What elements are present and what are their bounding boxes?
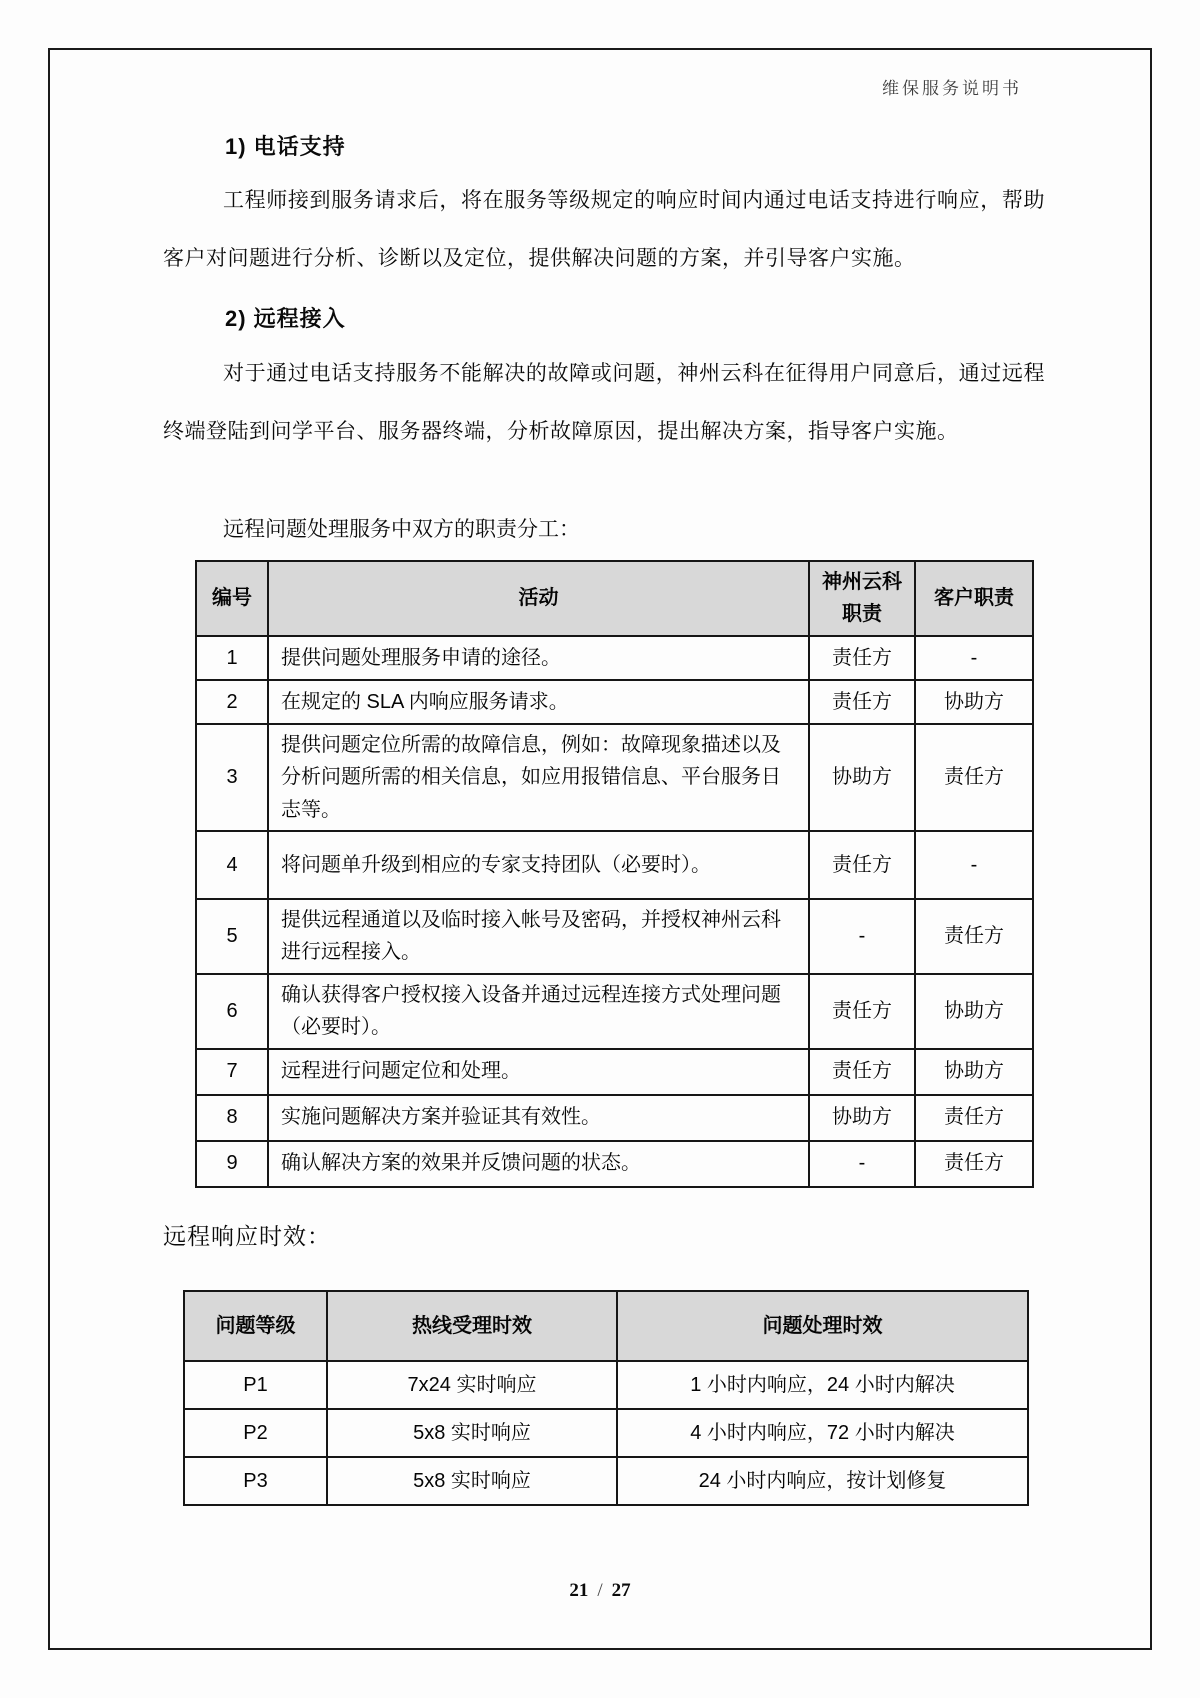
sla-cell-hotline: 5x8 实时响应 [327, 1457, 617, 1505]
table-row [184, 1361, 1028, 1409]
duties-cell-no: 5 [196, 899, 268, 974]
table-row [196, 680, 1033, 724]
duties-cell-activity: 远程进行问题定位和处理。 [268, 1049, 809, 1095]
duties-cell-vendor: 协助方 [809, 1095, 915, 1141]
sla-table-body [184, 1361, 1028, 1505]
duties-cell-no: 7 [196, 1049, 268, 1095]
sla-header-hotline: 热线受理时效 [327, 1291, 617, 1361]
duties-cell-customer: 协助方 [915, 1049, 1033, 1095]
table-row [196, 899, 1033, 974]
table-row [196, 1141, 1033, 1187]
duties-cell-vendor: 责任方 [809, 1049, 915, 1095]
duties-cell-activity: 确认解决方案的效果并反馈问题的状态。 [268, 1141, 809, 1187]
duties-cell-no: 4 [196, 831, 268, 899]
duties-cell-vendor: 协助方 [809, 724, 915, 831]
duties-cell-customer: 责任方 [915, 1141, 1033, 1187]
duties-cell-activity: 在规定的 SLA 内响应服务请求。 [268, 680, 809, 724]
duties-cell-customer: 责任方 [915, 1095, 1033, 1141]
duties-cell-activity: 确认获得客户授权接入设备并通过远程连接方式处理问题（必要时）。 [268, 974, 809, 1049]
duties-header-no: 编号 [196, 561, 268, 636]
sla-cell-handling: 4 小时内响应，72 小时内解决 [617, 1409, 1028, 1457]
duties-cell-customer: 责任方 [915, 899, 1033, 974]
sla-cell-handling: 24 小时内响应，按计划修复 [617, 1457, 1028, 1505]
page-number-separator: / [597, 1580, 603, 1601]
duties-cell-activity: 提供问题定位所需的故障信息，例如：故障现象描述以及分析问题所需的相关信息，如应用报错信息、平台服务日志等。 [268, 724, 809, 831]
duties-header-activity: 活动 [268, 561, 809, 636]
table-row [184, 1457, 1028, 1505]
sla-table-header-row [184, 1291, 1028, 1361]
sla-header-handling: 问题处理时效 [617, 1291, 1028, 1361]
duties-cell-no: 6 [196, 974, 268, 1049]
sla-cell-hotline: 5x8 实时响应 [327, 1409, 617, 1457]
duties-cell-activity: 提供问题处理服务申请的途径。 [268, 636, 809, 680]
duties-cell-vendor: - [809, 1141, 915, 1187]
sla-cell-level: P1 [184, 1361, 327, 1409]
duties-cell-customer: 协助方 [915, 974, 1033, 1049]
duties-cell-no: 1 [196, 636, 268, 680]
duties-cell-customer: 协助方 [915, 680, 1033, 724]
table-row [196, 636, 1033, 680]
duties-cell-activity: 提供远程通道以及临时接入帐号及密码，并授权神州云科进行远程接入。 [268, 899, 809, 974]
duties-cell-customer: 责任方 [915, 724, 1033, 831]
duties-cell-no: 8 [196, 1095, 268, 1141]
sla-cell-level: P3 [184, 1457, 327, 1505]
duties-cell-no: 3 [196, 724, 268, 831]
table-row [196, 974, 1033, 1049]
paragraph-remote-access: 对于通过电话支持服务不能解决的故障或问题，神州云科在征得用户同意后，通过远程终端登陆到问学平台、服务器终端，分析故障原因，提出解决方案，指导客户实施。 [163, 362, 1045, 443]
duties-table [195, 560, 1034, 1188]
duties-cell-no: 9 [196, 1141, 268, 1187]
sla-cell-level: P2 [184, 1409, 327, 1457]
document-header-title: 维保服务说明书 [882, 79, 1022, 98]
duties-cell-activity: 实施问题解决方案并验证其有效性。 [268, 1095, 809, 1141]
duties-table-intro: 远程问题处理服务中双方的职责分工： [223, 518, 580, 541]
table-row [196, 1095, 1033, 1141]
duties-cell-vendor: 责任方 [809, 680, 915, 724]
duties-cell-customer: - [915, 636, 1033, 680]
duties-header-vendor: 神州云科职责 [809, 561, 915, 636]
duties-cell-vendor: 责任方 [809, 831, 915, 899]
duties-cell-activity: 将问题单升级到相应的专家支持团队（必要时）。 [268, 831, 809, 899]
table-row [196, 831, 1033, 899]
total-page-number: 27 [611, 1580, 631, 1601]
sla-header-level: 问题等级 [184, 1291, 327, 1361]
table-row [184, 1409, 1028, 1457]
current-page-number: 21 [569, 1580, 589, 1601]
duties-header-customer: 客户职责 [915, 561, 1033, 636]
sla-table [183, 1290, 1029, 1506]
duties-cell-vendor: 责任方 [809, 974, 915, 1049]
paragraph-phone-support: 工程师接到服务请求后，将在服务等级规定的响应时间内通过电话支持进行响应，帮助客户对问题进行分析、诊断以及定位，提供解决问题的方案，并引导客户实施。 [163, 189, 1045, 270]
table-row [196, 724, 1033, 831]
duties-cell-customer: - [915, 831, 1033, 899]
duties-cell-no: 2 [196, 680, 268, 724]
sla-section-heading: 远程响应时效： [163, 1223, 331, 1249]
section-heading-remote-access: 2) 远程接入 [225, 306, 346, 331]
duties-table-header-row [196, 561, 1033, 636]
duties-cell-vendor: - [809, 899, 915, 974]
section-heading-phone-support: 1) 电话支持 [225, 134, 346, 159]
page-number-footer [0, 1580, 1200, 1602]
sla-cell-handling: 1 小时内响应，24 小时内解决 [617, 1361, 1028, 1409]
duties-cell-vendor: 责任方 [809, 636, 915, 680]
table-row [196, 1049, 1033, 1095]
sla-cell-hotline: 7x24 实时响应 [327, 1361, 617, 1409]
duties-table-body [196, 636, 1033, 1187]
